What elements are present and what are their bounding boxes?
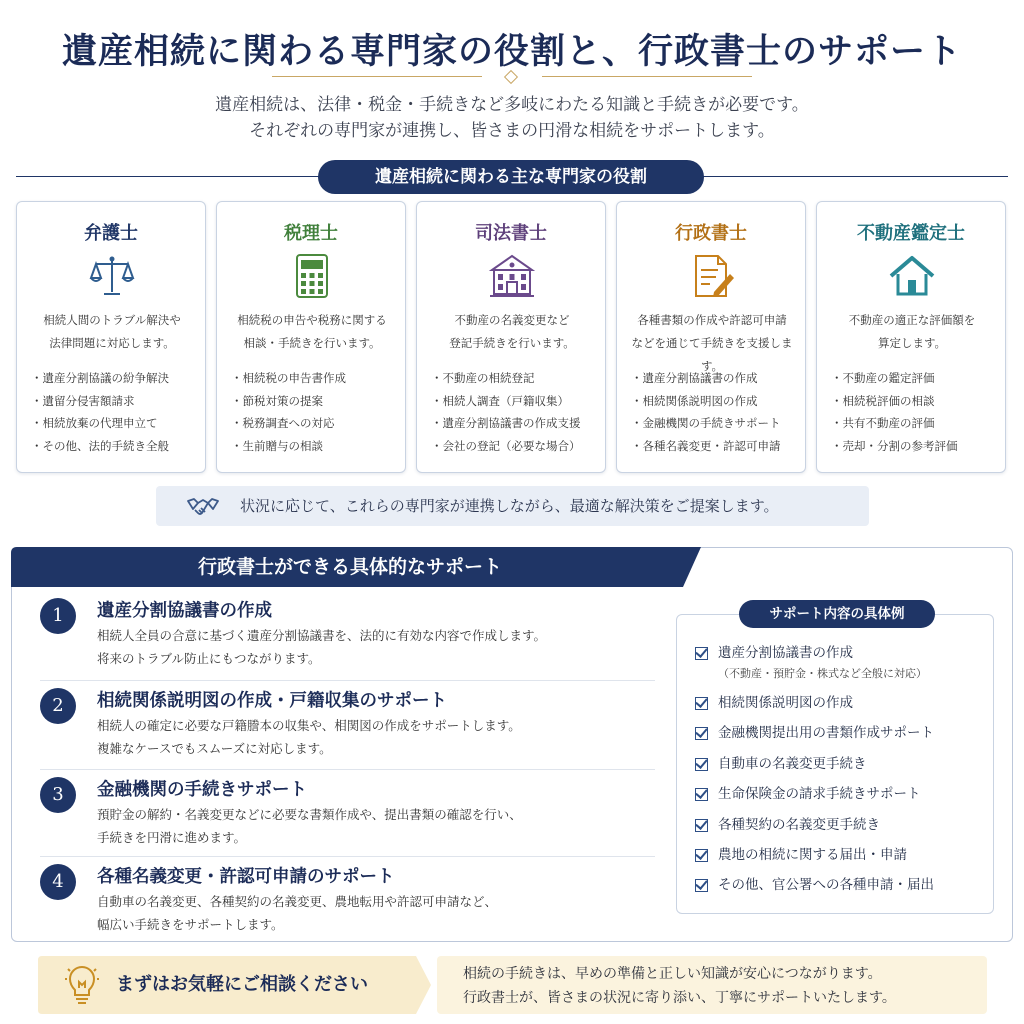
support-item-description bbox=[97, 624, 546, 670]
card-tax-accountant bbox=[216, 201, 406, 473]
card-desc-line: 相談・手続きを行います。 bbox=[243, 336, 381, 350]
list-item: ・遺留分侵害額請求 bbox=[31, 393, 135, 408]
example-text: 相続関係説明図の作成 bbox=[718, 695, 853, 711]
list-item: ・相続人調査（戸籍収集） bbox=[431, 393, 569, 408]
desc-line: 複雑なケースでもスムーズに対応します。 bbox=[97, 741, 332, 756]
card-title: 弁護士 bbox=[84, 223, 138, 244]
desc-line: 預貯金の解約・名義変更などに必要な書類作成や、提出書類の確認を行い、 bbox=[97, 807, 522, 822]
card-desc-line: 不動産の名義変更など bbox=[454, 313, 570, 327]
handshake-icon bbox=[186, 491, 220, 521]
card-list bbox=[831, 367, 1003, 457]
checkbox-icon bbox=[695, 849, 708, 862]
intro-line-1: 遺産相続は、法律・税金・手続きなど多岐にわたる知識と手続きが必要です。 bbox=[215, 95, 809, 115]
intro-text bbox=[0, 92, 1024, 144]
checkbox-icon bbox=[695, 647, 708, 660]
example-text: その他、官公署への各種申請・届出 bbox=[718, 877, 934, 893]
support-item-description bbox=[97, 714, 521, 760]
desc-line: 相続人の確定に必要な戸籍謄本の収集や、相関図の作成をサポートします。 bbox=[97, 718, 521, 733]
closing-line-1: 相続の手続きは、早めの準備と正しい知識が安心につながります。 bbox=[463, 966, 882, 982]
list-item: ・節税対策の提案 bbox=[231, 393, 323, 408]
list-item: ・遺産分割協議書の作成 bbox=[631, 371, 758, 385]
desc-line: 将来のトラブル防止にもつながります。 bbox=[97, 651, 321, 666]
banner-text: 状況に応じて、これらの専門家が連携しながら、最適な解決策をご提案します。 bbox=[240, 497, 779, 515]
checkbox-icon bbox=[695, 727, 708, 740]
roles-section-heading: 遺産相続に関わる主な専門家の役割 bbox=[318, 160, 704, 194]
card-desc-line: などを通じて手続きを支援します。 bbox=[631, 336, 793, 373]
example-text: 農地の相続に関する届出・申請 bbox=[718, 847, 907, 863]
card-list bbox=[431, 367, 603, 457]
card-desc-line: 登記手続きを行います。 bbox=[449, 336, 575, 350]
intro-line-2: それぞれの専門家が連携し、皆さまの円滑な相続をサポートします。 bbox=[249, 121, 775, 141]
desc-line: 相続人全員の合意に基づく遺産分割協議書を、法的に有効な内容で作成します。 bbox=[97, 628, 547, 643]
desc-line: 手続きを円滑に進めます。 bbox=[97, 830, 247, 845]
item-divider bbox=[40, 769, 655, 770]
example-note: （不動産・預貯金・株式など全般に対応） bbox=[718, 667, 927, 680]
support-item-title: 金融機関の手続きサポート bbox=[97, 780, 307, 800]
item-divider bbox=[40, 680, 655, 681]
example-text: 自動車の名義変更手続き bbox=[718, 756, 867, 772]
list-item: ・生前贈与の相談 bbox=[231, 438, 323, 453]
list-item: ・共有不動産の評価 bbox=[831, 416, 935, 430]
checkbox-icon bbox=[695, 819, 708, 832]
example-text: 金融機関提出用の書類作成サポート bbox=[718, 725, 934, 741]
card-list bbox=[631, 367, 803, 457]
card-desc-line: 各種書類の作成や許認可申請 bbox=[637, 313, 787, 327]
card-title: 不動産鑑定士 bbox=[857, 223, 965, 244]
title-ornament bbox=[272, 72, 752, 82]
page-title: 遺産相続に関わる専門家の役割と、行政書士のサポート bbox=[61, 31, 962, 72]
card-description bbox=[25, 309, 199, 355]
number-badge: 2 bbox=[40, 688, 76, 724]
support-item-title: 相続関係説明図の作成・戸籍収集のサポート bbox=[97, 691, 447, 711]
list-item: ・不動産の相続登記 bbox=[431, 371, 535, 385]
card-description bbox=[225, 309, 399, 355]
card-title: 税理士 bbox=[284, 223, 338, 244]
card-lawyer bbox=[16, 201, 206, 473]
example-text: 遺産分割協議書の作成 bbox=[718, 645, 853, 661]
checkbox-icon bbox=[695, 697, 708, 710]
list-item: ・遺産分割協議書の作成支援 bbox=[431, 416, 581, 430]
building-icon bbox=[488, 252, 536, 300]
card-desc-line: 法律問題に対応します。 bbox=[49, 336, 175, 350]
card-desc-line: 算定します。 bbox=[877, 336, 947, 350]
list-item: ・相続税の申告書作成 bbox=[231, 371, 346, 385]
list-item: ・各種名義変更・許認可申請 bbox=[631, 438, 781, 453]
card-desc-line: 相続人間のトラブル解決や bbox=[43, 313, 181, 327]
support-item-title: 遺産分割協議書の作成 bbox=[97, 601, 272, 621]
number-badge: 3 bbox=[40, 777, 76, 813]
scales-icon bbox=[88, 252, 136, 300]
collaboration-banner bbox=[156, 486, 869, 526]
closing-line-2: 行政書士が、皆さまの状況に寄り添い、丁寧にサポートいたします。 bbox=[463, 990, 896, 1006]
calculator-icon bbox=[288, 252, 336, 300]
card-title: 行政書士 bbox=[675, 223, 747, 244]
list-item: ・その他、法的手続き全般 bbox=[31, 438, 169, 453]
card-desc-line: 相続税の申告や税務に関する bbox=[237, 313, 387, 327]
item-divider bbox=[40, 856, 655, 857]
example-text: 各種契約の名義変更手続き bbox=[718, 817, 880, 833]
support-item-description bbox=[97, 803, 522, 849]
list-item: ・金融機関の手続きサポート bbox=[631, 416, 781, 430]
closing-message bbox=[437, 956, 987, 1014]
house-icon bbox=[888, 252, 936, 300]
number-badge: 1 bbox=[40, 598, 76, 634]
card-description bbox=[425, 309, 599, 355]
card-list bbox=[31, 367, 203, 457]
document-pen-icon bbox=[688, 252, 736, 300]
list-item: ・遺産分割協議の紛争解決 bbox=[31, 371, 169, 385]
checkbox-icon bbox=[695, 758, 708, 771]
checkbox-icon bbox=[695, 879, 708, 892]
desc-line: 自動車の名義変更、各種契約の名義変更、農地転用や許認可申請など、 bbox=[97, 894, 498, 909]
card-list bbox=[231, 367, 403, 457]
examples-heading: サポート内容の具体例 bbox=[739, 600, 935, 628]
list-item: ・相続税評価の相談 bbox=[831, 393, 935, 408]
card-title: 司法書士 bbox=[475, 223, 547, 244]
number-badge: 4 bbox=[40, 864, 76, 900]
list-item: ・不動産の鑑定評価 bbox=[831, 371, 935, 385]
cta-text: まずはお気軽にご相談ください bbox=[116, 974, 368, 995]
list-item: ・相続放棄の代理申立て bbox=[31, 416, 158, 430]
list-item: ・相続関係説明図の作成 bbox=[631, 393, 758, 408]
expert-cards bbox=[16, 201, 1008, 475]
support-item-description bbox=[97, 890, 497, 936]
card-desc-line: 不動産の適正な評価額を bbox=[848, 313, 976, 327]
card-real-estate-appraiser bbox=[816, 201, 1006, 473]
consultation-cta bbox=[38, 956, 431, 1014]
card-administrative-scrivener bbox=[616, 201, 806, 473]
lightbulb-icon bbox=[64, 964, 100, 1006]
list-item: ・税務調査への対応 bbox=[231, 416, 335, 430]
section-divider-right bbox=[698, 176, 1008, 177]
card-description bbox=[825, 309, 999, 355]
section-divider-left bbox=[16, 176, 326, 177]
checkbox-icon bbox=[695, 788, 708, 801]
desc-line: 幅広い手続きをサポートします。 bbox=[97, 917, 284, 932]
support-section-heading: 行政書士ができる具体的なサポート bbox=[197, 556, 502, 578]
list-item: ・会社の登記（必要な場合） bbox=[431, 438, 581, 453]
example-text: 生命保険金の請求手続きサポート bbox=[718, 786, 921, 802]
card-judicial-scrivener bbox=[416, 201, 606, 473]
list-item: ・売却・分割の参考評価 bbox=[831, 438, 958, 453]
support-item-title: 各種名義変更・許認可申請のサポート bbox=[97, 867, 395, 887]
